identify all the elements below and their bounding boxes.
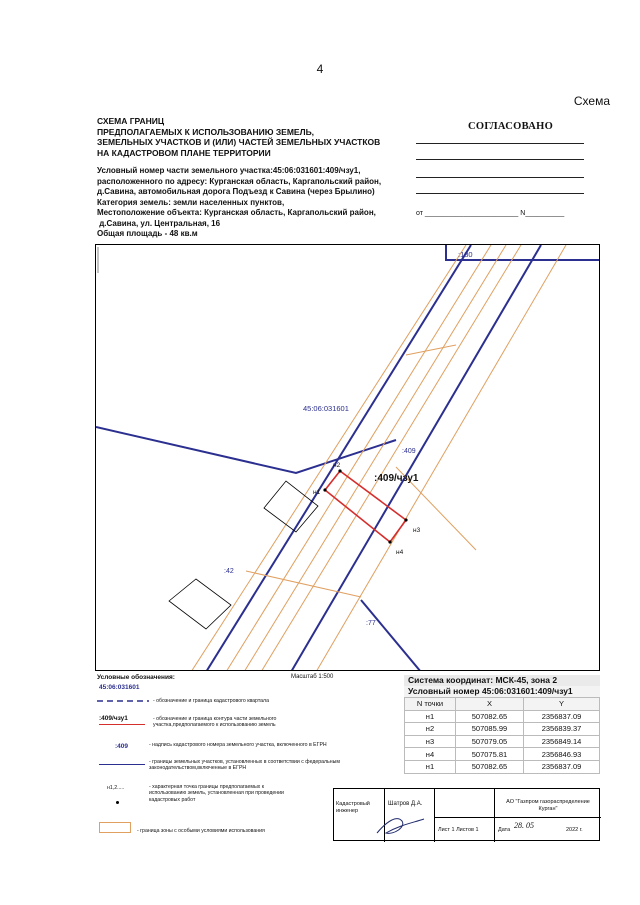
coordinates-table xyxy=(404,697,600,774)
map-scale: Масштаб 1:500 xyxy=(291,674,334,680)
sheet-count: Лист 1 Листов 1 xyxy=(438,827,479,833)
legend-quarter-code: 45:06:031601 xyxy=(99,684,140,691)
column-header: X xyxy=(455,698,523,711)
table-header-row xyxy=(405,698,600,711)
info-line: д.Савина, ул. Центральная, 16 xyxy=(97,218,221,228)
organization-name: АО "Газпром газораспределение Курган" xyxy=(506,799,590,812)
part-label: :409/чзу1 xyxy=(374,473,419,484)
building-outline xyxy=(169,579,231,629)
parcel-info xyxy=(97,166,407,240)
parcel-label: :42 xyxy=(224,568,234,575)
table-cell: 507082.65 xyxy=(455,760,523,773)
zone-line xyxy=(244,245,506,671)
legend-part-code: :409/чзу1 xyxy=(99,715,128,722)
cadastral-map xyxy=(95,244,600,671)
legend-title: Условные обозначения: xyxy=(97,674,175,681)
schema-label: Схема xyxy=(573,94,610,108)
title-line: ЗЕМЕЛЬНЫХ УЧАСТКОВ И (ИЛИ) ЧАСТЕЙ ЗЕМЕЛЬНЫХ УЧАСТКОВ xyxy=(97,137,381,147)
legend-parcel-code: :409 xyxy=(115,743,129,750)
zone-line xyxy=(261,245,521,671)
table-cell: н2 xyxy=(405,723,456,736)
info-line: Условный номер части земельного участка:45:06:031601:409/чзу1, xyxy=(97,166,361,175)
table-cell: н4 xyxy=(405,748,456,761)
parcel-boundary xyxy=(96,427,396,473)
title-line: СХЕМА ГРАНИЦ xyxy=(97,116,165,126)
approval-date-line: от ________________________ N__________ xyxy=(416,210,565,217)
point-label: н1 xyxy=(313,489,321,496)
legend-quarter-desc: - обозначение и граница кадастрового квартала xyxy=(153,698,269,704)
legend-points-code: н1,2..... xyxy=(107,785,125,791)
column-header: N точки xyxy=(405,698,456,711)
date-label: Дата xyxy=(498,827,511,833)
zone-line xyxy=(406,345,456,355)
title-line: ПРЕДПОЛАГАЕМЫХ К ИСПОЛЬЗОВАНИЮ ЗЕМЕЛЬ, xyxy=(97,126,315,137)
parcel-label: :180 xyxy=(458,250,473,259)
date-year: 2022 г. xyxy=(566,827,583,833)
table-cell: 507082.65 xyxy=(455,710,523,723)
table-cell: 2356839.37 xyxy=(524,723,600,736)
point-marker xyxy=(323,488,326,491)
approval-line xyxy=(416,143,584,144)
info-line: Местоположение объекта: Курганская область, Каргапольский район, xyxy=(97,208,376,217)
document-title xyxy=(97,116,397,158)
column-header: Y xyxy=(524,698,600,711)
legend-point-dot xyxy=(116,801,119,804)
date-value: 28. 05 xyxy=(514,821,534,830)
legend-parcel-desc: - надпись кадастрового номера земельного участка, включенного в ЕГРН xyxy=(149,742,327,748)
table-cell: 507075.81 xyxy=(455,748,523,761)
coordinates-block xyxy=(404,675,600,774)
signature-mark xyxy=(372,813,432,839)
map-canvas xyxy=(96,245,600,671)
legend-zone-desc: - граница зоны с особыми условиями использования xyxy=(137,828,265,834)
engineer-name: Шатров Д.А. xyxy=(388,801,423,807)
zone-line xyxy=(226,245,491,671)
legend-boundary-desc: - границы земельных участков, установленных в соответствии с федеральным законодательством,включенные в ЕГРН xyxy=(149,759,340,772)
point-marker xyxy=(404,518,407,521)
table-row xyxy=(405,760,600,773)
table-cell: н1 xyxy=(405,760,456,773)
page-number: 4 xyxy=(316,62,324,76)
stamp-divider xyxy=(434,817,601,818)
stamp-divider xyxy=(434,789,435,842)
table-cell: н3 xyxy=(405,735,456,748)
table-cell: 2356846.93 xyxy=(524,748,600,761)
approval-line xyxy=(416,159,584,160)
road-boundary-left xyxy=(206,245,471,671)
legend-boundary-line xyxy=(99,764,145,765)
engineer-role: Кадастровый инженер xyxy=(336,801,370,814)
point-label: н4 xyxy=(396,549,404,556)
approval-line xyxy=(416,193,584,194)
point-marker xyxy=(338,469,341,472)
table-row xyxy=(405,748,600,761)
quarter-label: 45:06:031601 xyxy=(303,404,349,413)
title-block-stamp xyxy=(333,788,600,841)
table-row xyxy=(405,723,600,736)
legend-points-desc: - характерная точка границы предполагаемых к использованию земель, установленная при проведении кадастровых работ xyxy=(149,784,284,803)
point-label: н2 xyxy=(333,462,341,469)
stamp-divider xyxy=(494,789,495,842)
approval-line xyxy=(416,177,584,178)
parcel-label: :77 xyxy=(366,620,376,627)
info-line: Общая площадь - 48 кв.м xyxy=(97,229,198,238)
info-line: д.Савина, автомобильная дорога Подъезд к Савина (через Брылино) xyxy=(97,187,375,196)
table-cell: 2356849.14 xyxy=(524,735,600,748)
parcel-77-boundary xyxy=(361,600,421,671)
info-line: расположенного по адресу: Курганская область, Каргапольский район, xyxy=(97,176,382,186)
coordinate-system: Система координат: МСК-45, зона 2 xyxy=(404,675,600,686)
table-cell: 507079.05 xyxy=(455,735,523,748)
table-cell: н1 xyxy=(405,710,456,723)
table-row xyxy=(405,735,600,748)
table-cell: 2356837.09 xyxy=(524,760,600,773)
table-row xyxy=(405,710,600,723)
table-cell: 2356837.09 xyxy=(524,710,600,723)
zone-line xyxy=(316,245,566,671)
point-label: н3 xyxy=(413,527,421,534)
parcel-label: :409 xyxy=(402,448,416,455)
legend-red-line xyxy=(99,724,145,725)
title-line: НА КАДАСТРОВОМ ПЛАНЕ ТЕРРИТОРИИ xyxy=(97,147,271,158)
point-marker xyxy=(388,540,391,543)
legend-dashed-line xyxy=(97,699,149,703)
table-cell: 507085.99 xyxy=(455,723,523,736)
legend-part-desc: - обозначение и граница контура части земельного участка,предполагаемого к использованию земель xyxy=(153,716,277,729)
building-outline xyxy=(264,481,318,532)
conditional-number: Условный номер 45:06:031601:409/чзу1 xyxy=(404,686,600,697)
approval-title: СОГЛАСОВАНО xyxy=(468,121,554,132)
info-line: Категория земель: земли населенных пунктов, xyxy=(97,197,285,207)
legend-zone-box xyxy=(99,822,131,833)
